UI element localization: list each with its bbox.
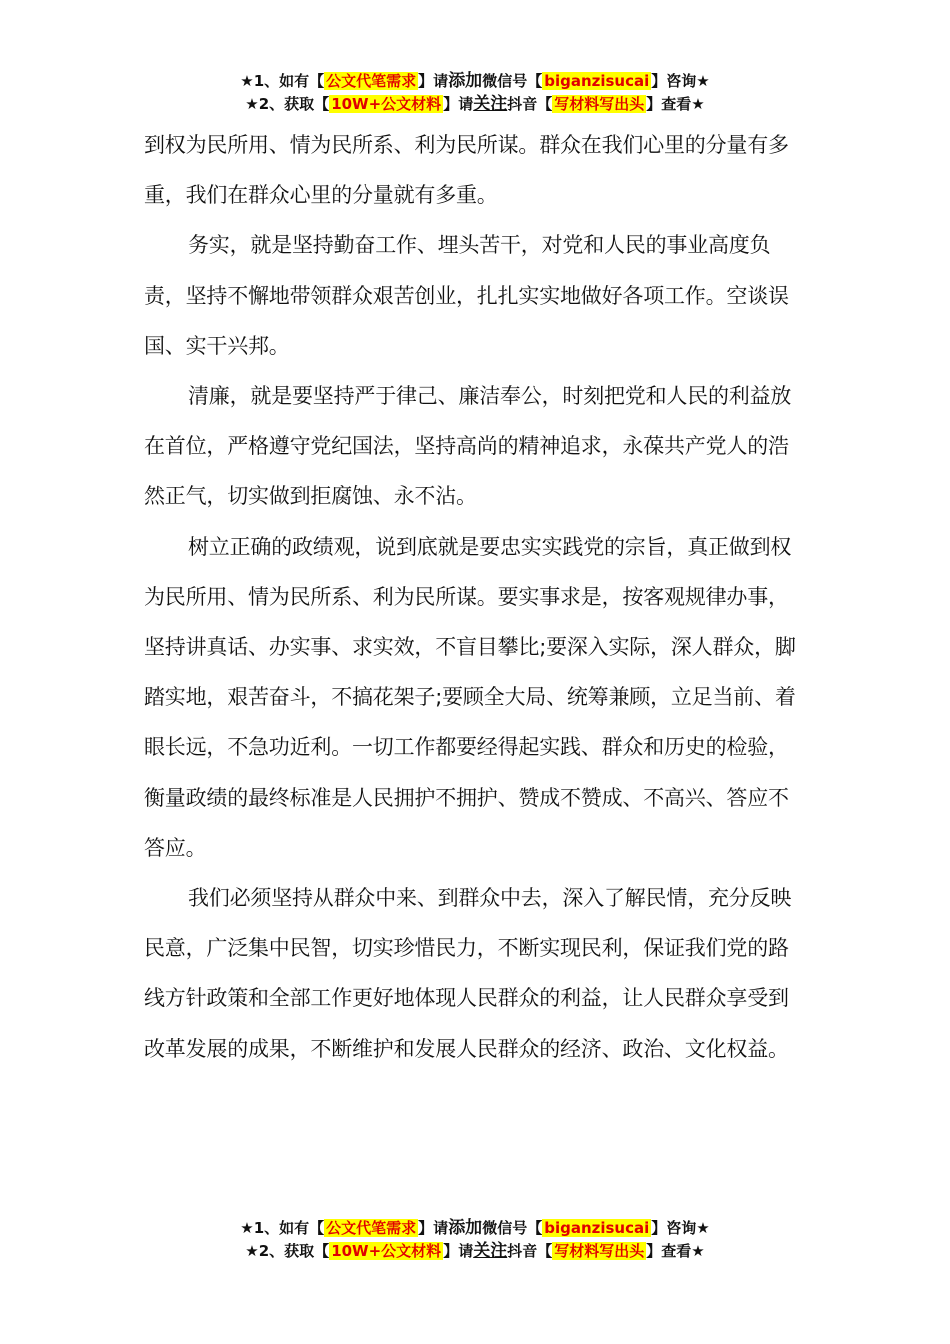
banner-text: 】请	[443, 1242, 474, 1260]
banner-text: 】查看★	[646, 95, 705, 113]
highlight-ghostwriting: 公文代笔需求	[326, 1219, 417, 1237]
highlight-materials: 10W+公文材料	[331, 1242, 442, 1260]
banner-emphasis: 关注	[473, 94, 508, 114]
highlight-ghostwriting: 公文代笔需求	[326, 72, 417, 90]
banner-text: 】请	[418, 72, 449, 90]
footer-banner	[0, 1217, 950, 1263]
banner-line-1	[0, 1217, 950, 1240]
banner-emphasis: 添加	[448, 71, 483, 91]
banner-text: 抖音【	[507, 1242, 553, 1260]
document-body	[144, 120, 808, 1074]
banner-text: 】请	[443, 95, 474, 113]
highlight-douyin-account: 写材料写出头	[554, 1242, 645, 1260]
banner-text: 】咨询★	[651, 72, 710, 90]
banner-line-1	[0, 70, 950, 93]
banner-emphasis: 关注	[473, 1241, 508, 1261]
banner-text: 微信号【	[482, 72, 543, 90]
banner-text: ★2、获取【	[245, 95, 330, 113]
highlight-douyin-account: 写材料写出头	[554, 95, 645, 113]
banner-text: 】咨询★	[651, 1219, 710, 1237]
header-banner	[0, 70, 950, 116]
banner-text: 】查看★	[646, 1242, 705, 1260]
paragraph: 清廉，就是要坚持严于律己、廉洁奉公，时刻把党和人民的利益放在首位，严格遵守党纪国法，坚持高尚的精神追求，永葆共产党人的浩然正气，切实做到拒腐蚀、永不沾。	[144, 384, 792, 509]
highlight-materials: 10W+公文材料	[331, 95, 442, 113]
banner-text: ★2、获取【	[245, 1242, 330, 1260]
banner-text: ★1、如有【	[240, 72, 325, 90]
banner-line-2	[0, 93, 950, 116]
highlight-wechat-id: biganzisucai	[544, 1219, 650, 1237]
banner-text: 抖音【	[507, 95, 553, 113]
banner-text: 】请	[418, 1219, 449, 1237]
banner-line-2	[0, 1240, 950, 1263]
highlight-wechat-id: biganzisucai	[544, 72, 650, 90]
paragraph: 树立正确的政绩观，说到底就是要忠实实践党的宗旨，真正做到权为民所用、情为民所系、利为民所谋。要实事求是，按客观规律办事，坚持讲真话、办实事、求实效，不盲目攀比;要深入实际，深人群众，脚踏实地，艰苦奋斗，不搞花架子;要顾全大局、统筹兼顾，立足当前、着眼长远，不急功近利。一切工作都要经得起实践、群众和历史的检验，衡量政绩的最终标准是人民拥护不拥护、赞成不赞成、不高兴、答应不答应。	[144, 534, 796, 860]
banner-text: 微信号【	[482, 1219, 543, 1237]
paragraph: 我们必须坚持从群众中来、到群众中去，深入了解民情，充分反映民意，广泛集中民智，切实珍惜民力，不断实现民利，保证我们党的路线方针政策和全部工作更好地体现人民群众的利益，让人民群众享受到改革发展的成果，不断维护和发展人民群众的经济、政治、文化权益。	[144, 886, 792, 1061]
paragraph: 务实，就是坚持勤奋工作、埋头苦干，对党和人民的事业高度负责，坚持不懈地带领群众艰苦创业，扎扎实实地做好各项工作。空谈误国、实干兴邦。	[144, 233, 789, 358]
paragraph: 到权为民所用、情为民所系、利为民所谋。群众在我们心里的分量有多重，我们在群众心里的分量就有多重。	[144, 133, 789, 208]
banner-emphasis: 添加	[448, 1218, 483, 1238]
banner-text: ★1、如有【	[240, 1219, 325, 1237]
